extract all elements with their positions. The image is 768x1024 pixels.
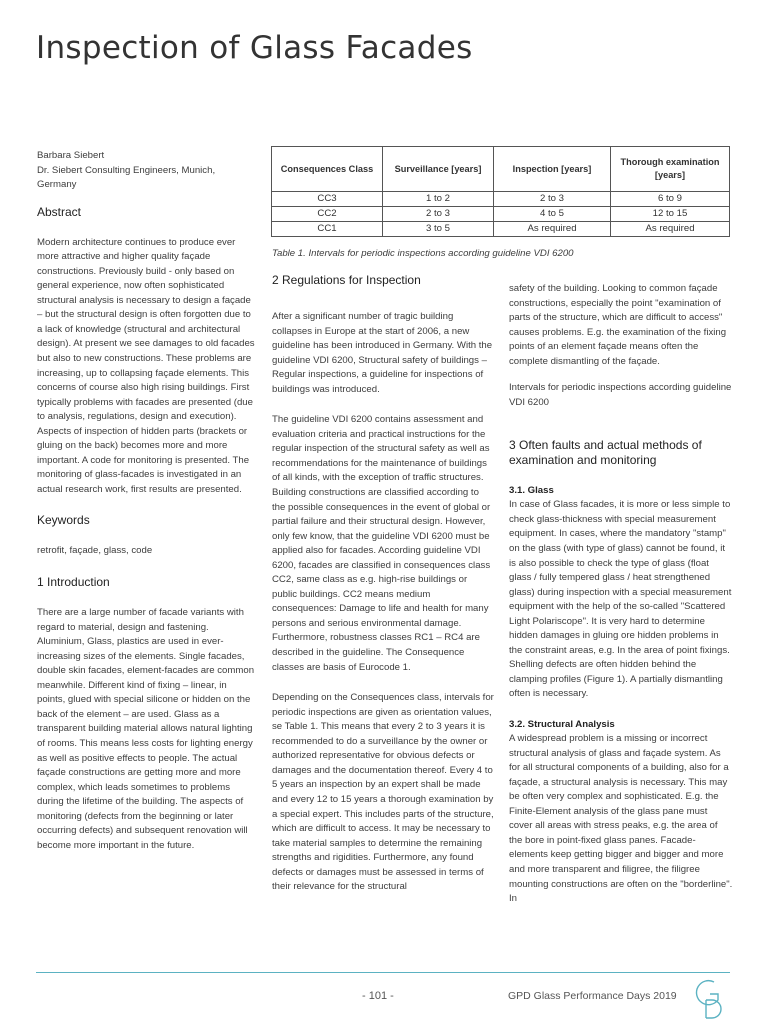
- author-name: Barbara Siebert: [37, 150, 105, 161]
- keywords-text: retrofit, façade, glass, code: [37, 545, 153, 557]
- regulations-paragraph: Depending on the Consequences class, intervals for periodic inspections are given as orientation values, se Table 1. This means that every 2 to 3 years it is recommended to do a surveillance by the owner or authorized representative for obvious defects or damages and the documentation thereof. Every 4 to 5 years an inspection by an expert shall be made and every 12 to 15 years a thorough examination by a special expert. This includes parts of the structure, which are difficult to access. It may be necessary to take material samples to determine the remaining strengths and rigidities. Furthermore, any found defects or damages must be assessed in terms of their relevance for the structural: [272, 692, 494, 893]
- page-title: Inspection of Glass Facades: [36, 30, 473, 66]
- table-header: Inspection [years]: [494, 147, 611, 192]
- abstract-text: Modern architecture continues to produce ever more attractive and higher quality façade constructions. Previously build - only based on general experience, now often sophisticated structural analysis is necessary to design a façade – but the structural design is often forgotten due to a lack of knowledge (structural and architectural design). At present we see damages to old facades but also to new constructions. These problems are increasing, up to collapsing façade elements. This concerns of course also high rising buildings. First typically problems with facades are presented (due to analysis, regulations, design and execution). Aspects of inspection of hidden parts (brackets or gluing on the back) becomes more and more important. A code for monitoring is presented. The monitoring of glass-facades is investigated in an actual research work, first results are presented.: [37, 236, 255, 495]
- column-right: [509, 282, 733, 907]
- table-cell: 1 to 2: [383, 192, 494, 207]
- regulations-heading: 2 Regulations for Inspection: [272, 273, 421, 287]
- introduction-heading: 1 Introduction: [37, 575, 110, 590]
- glass-subheading: 3.1. Glass: [509, 485, 554, 497]
- page-number: - 101 -: [362, 990, 394, 1002]
- table-cell: CC2: [272, 207, 383, 222]
- structural-text: A widespread problem is a missing or incorrect structural analysis of glass and façade system. As for all structural components of a building, also for a façade, a structural analysis is necessary. This may be often very complex and sophisticated. E.g. the Finite-Element analysis of the glass pane must cover all areas with stress peaks, e.g. the area of the bore in point-fixed glass panes. Facade-elements keep getting bigger and bigger and more and more transparent and filigree, the filigree mounting constructions are often on the "borderline". In: [509, 733, 733, 905]
- table-cell: 2 to 3: [383, 207, 494, 222]
- inspection-table: [271, 146, 731, 237]
- glass-text: In case of Glass facades, it is more or less simple to check glass-thickness with special measurement equipment. In cases, where the mandatory "stamp" on the glass (with type of glass) cannot be found, it is also possible to check the type of glass (float glass / fully tempered glass / heat strengthened glass) during inspection with a special measurement equipment with the help of the so-called "Scattered Light Polariscope". It is very hard to determine hidden damages in gluing ore hidden problems in the constraint areas, e.g. In the area of point fixings. Shelling defects are often hidden behind the clamping profiles (Figure 1). A partially dismantling often is necessary.: [509, 499, 732, 700]
- table-header: Thorough examination [years]: [611, 147, 730, 192]
- table-caption: Table 1. Intervals for periodic inspections according guideline VDI 6200: [272, 248, 574, 259]
- table-row: [272, 222, 730, 237]
- table-cell: 3 to 5: [383, 222, 494, 237]
- table-cell: As required: [611, 222, 730, 237]
- footer-event: GPD Glass Performance Days 2019: [508, 990, 677, 1002]
- regulations-paragraph: After a significant number of tragic building collapses in Europe at the start of 2006, a new guideline has been introduced in Germany. With the guideline VDI 6200, Structural safety of buildings – Regular inspections, a guideline for inspections of buildings was introduced.: [272, 311, 493, 395]
- table-row: [272, 207, 730, 222]
- footer-divider: [36, 972, 730, 973]
- author-affiliation: Dr. Siebert Consulting Engineers, Munich,: [37, 164, 216, 176]
- table-cell: As required: [494, 222, 611, 237]
- table-cell: 4 to 5: [494, 207, 611, 222]
- table-cell: 6 to 9: [611, 192, 730, 207]
- regulations-paragraph: Intervals for periodic inspections according guideline VDI 6200: [509, 382, 732, 408]
- table-cell: 2 to 3: [494, 192, 611, 207]
- column-middle: [272, 273, 494, 895]
- table-header: Surveillance [years]: [383, 147, 494, 192]
- structural-subheading: 3.2. Structural Analysis: [509, 719, 615, 731]
- regulations-paragraph: The guideline VDI 6200 contains assessment and evaluation criteria and practical instructions for the regular inspection of the structural safety as well as recommendations for the maintenance of buildings of all kinds, with the exception of traffic structures. Building constructions are classified according to the possible consequences in the event of global or partial failure and their structural design. However, only few know, that the guideline VDI 6200 must be applied also for facades. According guideline VDI 6200, facades are classified in consequences class CC2, same class as e.g. high-rise buildings or public buildings. CC2 means medium consequences: Damage to life and health for many persons and serious environmental damage. Furthermore, robustness classes RC1 – RC4 are described in the guideline. The Consequence classes are basis of Eurocode 1.: [272, 414, 491, 673]
- faults-heading: 3 Often faults and actual methods of examination and monitoring: [509, 438, 702, 468]
- keywords-heading: Keywords: [37, 513, 90, 528]
- table-cell: CC1: [272, 222, 383, 237]
- introduction-text: There are a large number of facade variants with regard to material, design and fastening. Aluminium, Glass, plastics are used in ever-increasing sizes of the elements. Single facades, double skin facades, element-facades are common meanwhile. Different kind of fixing – linear, in points, glued with special silicone or hidden on the back of the element – are used. Glass as a transparent building material allows natural lighting of rooms. This means less costs for lighting energy as well as positive effects to people. The actual façade constructions are getting more and more complex, which leads sometimes to problems during the lifetime of the building. The aspects of monitoring (defects from the beginning or later occurring defects) and subsequent renovation will become more important in the future.: [37, 607, 255, 851]
- table-cell: 12 to 15: [611, 207, 730, 222]
- table-cell: CC3: [272, 192, 383, 207]
- regulations-paragraph: safety of the building. Looking to common façade constructions, especially the point "examination of parts of the structure, which are difficult to access" causes problems. E.g. the examination of the fixing points of an element façade means often the complete dismantling of the façade.: [509, 283, 727, 367]
- column-left: [37, 149, 257, 853]
- author-country: Germany: [37, 179, 77, 191]
- abstract-heading: Abstract: [37, 204, 82, 219]
- table-row: [272, 192, 730, 207]
- table-header: Consequences Class: [272, 147, 383, 192]
- gpd-logo-icon: [692, 978, 732, 1020]
